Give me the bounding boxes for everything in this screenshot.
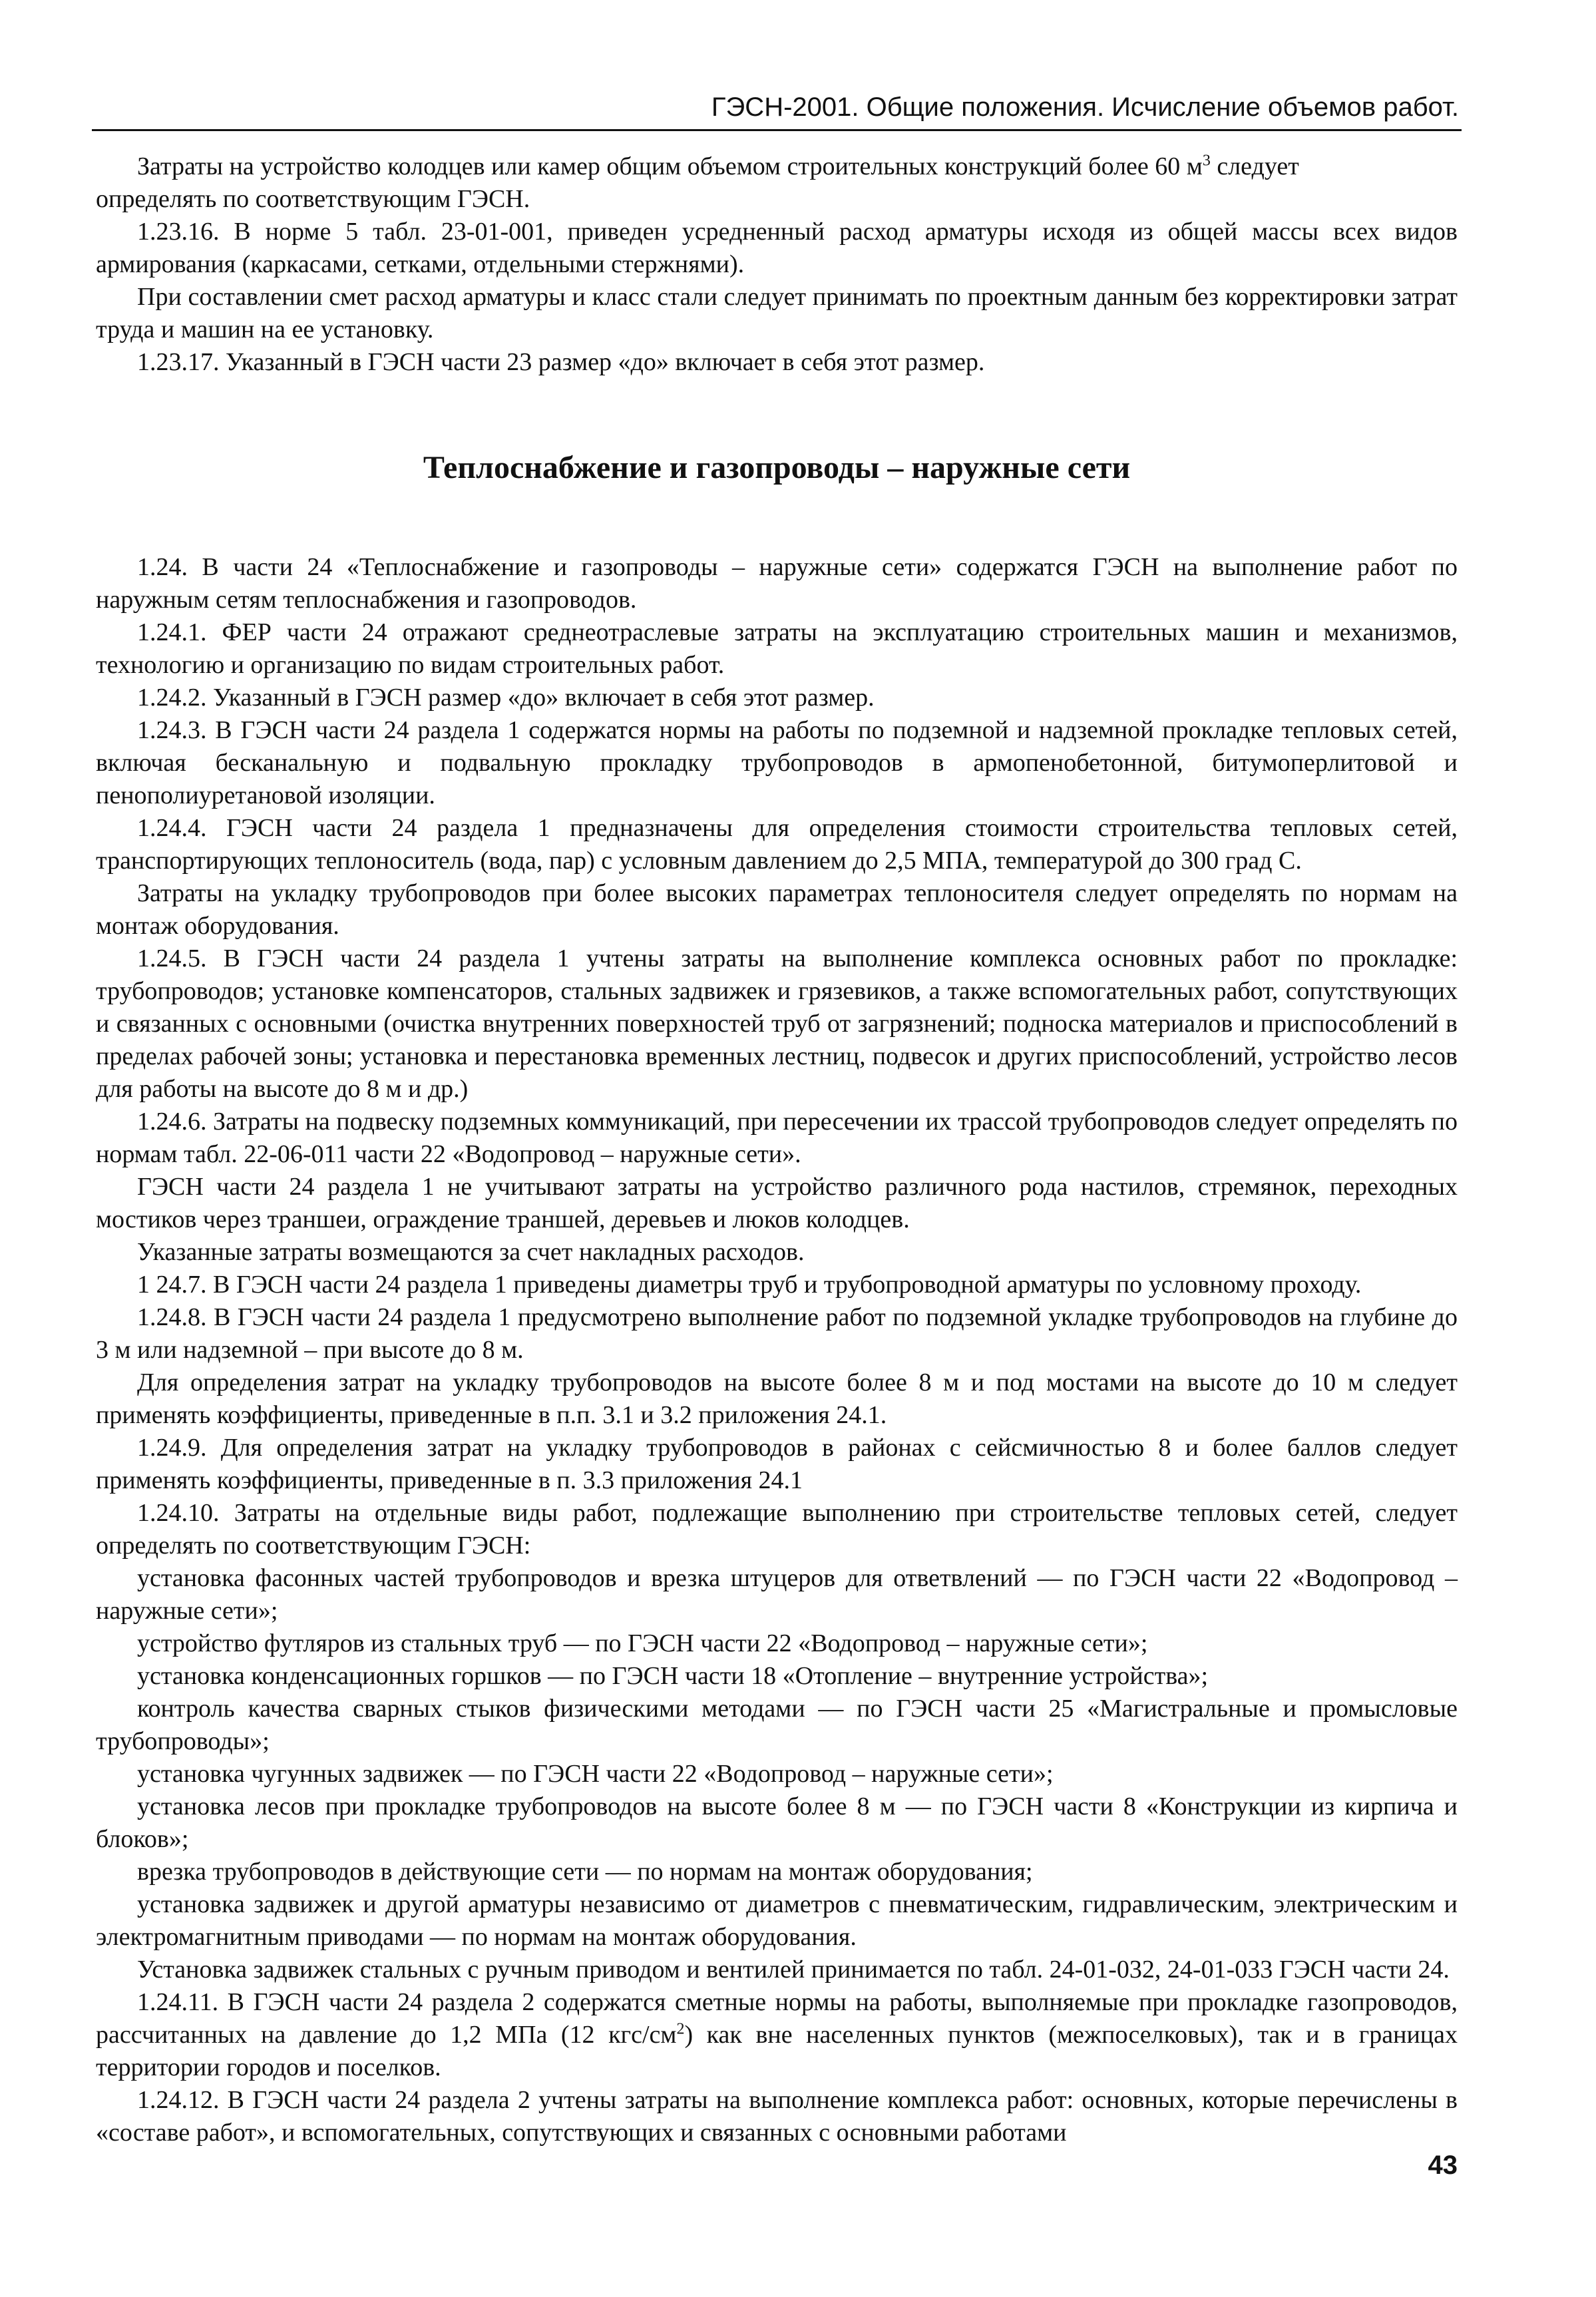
paragraph: Установка задвижек стальных с ручным приводом и вентилей принимается по табл. 24-01-032, 24-01-033 ГЭСН части 24.	[137, 1956, 1450, 1984]
paragraph-text: Затраты на устройство колодцев или камер общим объемом строительных конструкций более 60 м	[137, 152, 1203, 180]
paragraph: 1.24.6. Затраты на подвеску подземных коммуникаций, при пересечении их трассой трубопроводов следует определять по нормам табл. 22-06-011 части 22 «Водопровод – наружные сети».	[96, 1108, 1458, 1168]
header-rule	[92, 129, 1462, 131]
superscript: 3	[1202, 152, 1211, 170]
paragraph: ГЭСН части 24 раздела 1 не учитывают затраты на устройство различного рода настилов, стремянок, переходных мостиков через траншеи, ограждение траншей, деревьев и люков колодцев.	[96, 1173, 1458, 1233]
page-number: 43	[1428, 2151, 1458, 2180]
paragraph: 1.24.9. Для определения затрат на укладку трубопроводов в районах с сейсмичностью 8 и более баллов следует применять коэффициенты, приведенные в п. 3.3 приложения 24.1	[96, 1434, 1458, 1494]
paragraph: 1.24.4. ГЭСН части 24 раздела 1 предназначены для определения стоимости строительства тепловых сетей, транспортирующих теплоноситель (вода, пар) с условным давлением до 2,5 МПА, температурой до 300 град С.	[96, 814, 1458, 875]
paragraph: 1.24.2. Указанный в ГЭСН размер «до» включает в себя этот размер.	[137, 684, 875, 712]
list-item: установка фасонных частей трубопроводов и врезка штуцеров для ответвлений — по ГЭСН части 22 «Водопровод – наружные сети»;	[96, 1564, 1458, 1625]
paragraph: 1.24.8. В ГЭСН части 24 раздела 1 предусмотрено выполнение работ по подземной укладке трубопроводов на глубине до 3 м или надземной – при высоте до 8 м.	[96, 1303, 1458, 1364]
paragraph: 1.24. В части 24 «Теплоснабжение и газопроводы – наружные сети» содержатся ГЭСН на выполнение работ по наружным сетям теплоснабжения и газопроводов.	[96, 553, 1458, 614]
paragraph: Указанные затраты возмещаются за счет накладных расходов.	[137, 1238, 805, 1266]
paragraph: При составлении смет расход арматуры и класс стали следует принимать по проектным данным без корректировки затрат труда и машин на ее установку.	[96, 283, 1458, 343]
paragraph: 1.24.12. В ГЭСН части 24 раздела 2 учтены затраты на выполнение комплекса работ: основных, которые перечислены в «составе работ», и вспомогательных, сопутствующих и связанных с основными работами	[96, 2086, 1458, 2147]
paragraph: 1.23.17. Указанный в ГЭСН части 23 размер «до» включает в себя этот размер.	[137, 348, 985, 376]
paragraph: 1.23.16. В норме 5 табл. 23-01-001, приведен усредненный расход арматуры исходя из общей массы всех видов армирования (каркасами, сетками, отдельными стержнями).	[96, 218, 1458, 278]
paragraph: 1.24.3. В ГЭСН части 24 раздела 1 содержатся нормы на работы по подземной и надземной прокладке тепловых сетей, включая бесканальную и подвальную прокладку трубопроводов в армопенобетонной, битумоперлитовой и пенополиуретановой изоляции.	[96, 716, 1458, 809]
paragraph: определять по соответствующим ГЭСН.	[96, 185, 530, 213]
paragraph-text: 1.24.11. В ГЭСН части 24 раздела 2 содержатся сметные нормы на работы, выполняемые при прокладке газопроводов, рассчитанных на давление до 1,2 МПа (12 кгс/см	[96, 1988, 1458, 2049]
paragraph: 1 24.7. В ГЭСН части 24 раздела 1 приведены диаметры труб и трубопроводной арматуры по условному проходу.	[137, 1271, 1362, 1299]
list-item: врезка трубопроводов в действующие сети — по нормам на монтаж оборудования;	[137, 1858, 1033, 1886]
paragraph: 1.24.10. Затраты на отдельные виды работ, подлежащие выполнению при строительстве тепловых сетей, следует определять по соответствующим ГЭСН:	[96, 1499, 1458, 1560]
paragraph: 1.24.5. В ГЭСН части 24 раздела 1 учтены затраты на выполнение комплекса основных работ по прокладке: трубопроводов; установке компенсаторов, стальных задвижек и грязевиков, а также вспомогательных работ, сопутствующих и связанных с основными (очистка внутренних поверхностей труб от загрязнений; подноска материалов и приспособлений в пределах рабочей зоны; установка и перестановка временных лестниц, подвесок и других приспособлений, устройство лесов для работы на высоте до 8 м и др.)	[96, 944, 1458, 1103]
page-content	[96, 150, 1458, 2149]
section-heading: Теплоснабжение и газопроводы – наружные сети	[423, 450, 1131, 485]
superscript: 2	[676, 2020, 685, 2038]
paragraph: Для определения затрат на укладку трубопроводов на высоте более 8 м и под мостами на высоте до 10 м следует применять коэффициенты, приведенные в п.п. 3.1 и 3.2 приложения 24.1.	[96, 1368, 1458, 1429]
list-item: установка чугунных задвижек — по ГЭСН части 22 «Водопровод – наружные сети»;	[137, 1760, 1054, 1788]
running-header: ГЭСН-2001. Общие положения. Исчисление объемов работ.	[711, 93, 1459, 122]
paragraph: 1.24.1. ФЕР части 24 отражают среднеотраслевые затраты на эксплуатацию строительных машин и механизмов, технологию и организацию по видам строительных работ.	[96, 618, 1458, 679]
list-item: установка конденсационных горшков — по ГЭСН части 18 «Отопление – внутренние устройства»;	[137, 1662, 1209, 1690]
paragraph: Затраты на укладку трубопроводов при более высоких параметрах теплоносителя следует определять по нормам на монтаж оборудования.	[96, 879, 1458, 940]
paragraph-text: ) как вне населенных пунктов (межпоселковых), так и в границах территории городов и поселков.	[96, 2021, 1458, 2081]
paragraph-text: следует	[1210, 152, 1299, 180]
list-item: установка лесов при прокладке трубопроводов на высоте более 8 м — по ГЭСН части 8 «Конструкции из кирпича и блоков»;	[96, 1792, 1458, 1853]
list-item: устройство футляров из стальных труб — по ГЭСН части 22 «Водопровод – наружные сети»;	[137, 1629, 1148, 1657]
list-item: установка задвижек и другой арматуры независимо от диаметров с пневматическим, гидравлическим, электрическим и электромагнитным приводами — по нормам на монтаж оборудования.	[96, 1890, 1458, 1951]
paragraph-1-23-wells	[96, 150, 1458, 183]
list-item: контроль качества сварных стыков физическими методами — по ГЭСН части 25 «Магистральные и промысловые трубопроводы»;	[96, 1695, 1458, 1755]
paragraph-1-24-11	[96, 1986, 1458, 2084]
